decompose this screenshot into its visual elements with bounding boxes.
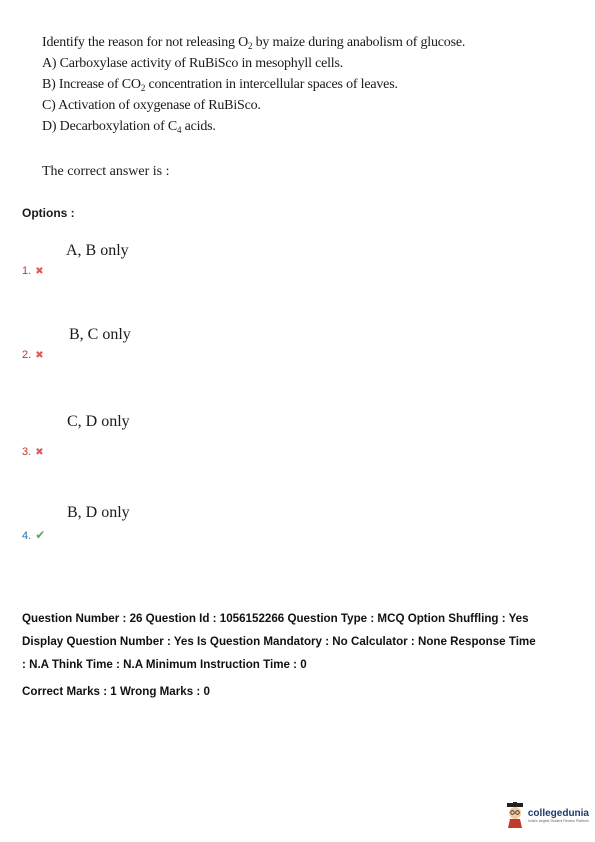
question-meta-line-1: Question Number : 26 Question Id : 1056152266 Question Type : MCQ Option Shuffling : Yes [22, 612, 529, 625]
statement-a: A) Carboxylase activity of RuBiSco in mesophyll cells. [42, 56, 344, 71]
statement-d: D) Decarboxylation of $C_4$ acids. [42, 119, 216, 135]
option-2-text[interactable]: B, C only [69, 326, 131, 343]
option-1-number: 1. ✖ [22, 265, 44, 277]
brand-name: collegedunia [527, 807, 589, 819]
question-stem: Identify the reason for not releasing $O_2$ by maize during anabolism of glucose. [42, 35, 466, 51]
mascot-icon [505, 802, 525, 828]
brand-text [528, 808, 589, 823]
check-icon: ✔ [35, 528, 46, 542]
question-meta-line-2: Display Question Number : Yes Is Question Mandatory : No Calculator : None Response Time [22, 635, 536, 648]
options-label: Options : [22, 206, 75, 220]
cross-icon: ✖ [35, 447, 44, 458]
answer-prompt: The correct answer is : [42, 164, 170, 179]
option-1-text[interactable]: A, B only [66, 242, 129, 259]
option-3-text[interactable]: C, D only [67, 413, 130, 430]
option-4-text[interactable]: B, D only [67, 504, 130, 521]
brand-logo [505, 802, 589, 828]
brand-tagline: India's largest Student Review Platform [527, 818, 589, 823]
option-4-number: 4. ✔ [22, 528, 46, 542]
statement-c: C) Activation of oxygenase of RuBiSco. [42, 98, 261, 113]
option-2-number: 2. ✖ [22, 349, 44, 361]
question-block [42, 32, 562, 137]
question-meta-line-3: : N.A Think Time : N.A Minimum Instruction Time : 0 [22, 658, 307, 671]
cross-icon: ✖ [35, 266, 44, 277]
statement-b: B) Increase of $CO_2$ concentration in intercellular spaces of leaves. [42, 77, 398, 93]
marks-line: Correct Marks : 1 Wrong Marks : 0 [22, 685, 210, 698]
option-3-number: 3. ✖ [22, 446, 44, 458]
cross-icon: ✖ [35, 350, 44, 361]
